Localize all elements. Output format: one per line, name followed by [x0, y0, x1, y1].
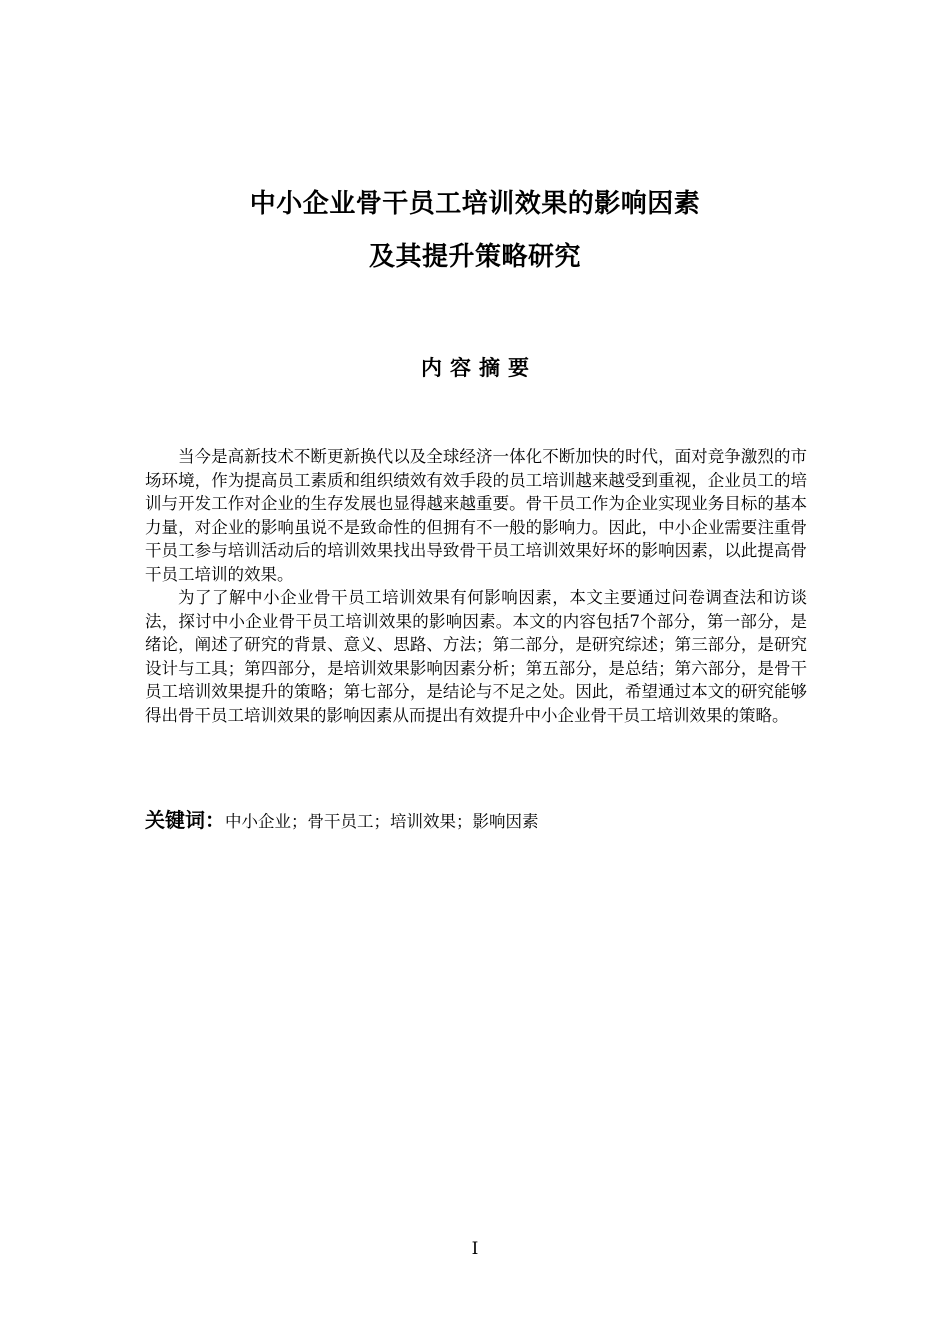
abstract-body: [145, 445, 807, 727]
abstract-heading: 内容摘要: [421, 356, 537, 380]
abstract-paragraph-2: 为了了解中小企业骨干员工培训效果有何影响因素，本文主要通过问卷调查法和访谈法，探讨中小企业骨干员工培训效果的影响因素。本文的内容包括7个部分，第一部分，是绪论，阐述了研究的背景、意义、思路、方法；第二部分，是研究综述；第三部分，是研究设计与工具；第四部分，是培训效果影响因素分析；第五部分，是总结；第六部分，是骨干员工培训效果提升的策略；第七部分，是结论与不足之处。因此，希望通过本文的研究能够得出骨干员工培训效果的影响因素从而提出有效提升中小企业骨干员工培训效果的策略。: [145, 588, 807, 725]
keywords-value: 中小企业；骨干员工；培训效果；影响因素: [225, 812, 539, 831]
keywords-label: 关键词：: [145, 808, 225, 832]
abstract-paragraph-1: 当今是高新技术不断更新换代以及全球经济一体化不断加快的时代，面对竞争激烈的市场环境，作为提高员工素质和组织绩效有效手段的员工培训越来越受到重视，企业员工的培训与开发工作对企业的生存发展也显得越来越重要。骨干员工作为企业实现业务目标的基本力量，对企业的影响虽说不是致命性的但拥有不一般的影响力。因此，中小企业需要注重骨干员工参与培训活动后的培训效果找出导致骨干员工培训效果好坏的影响因素，以此提高骨干员工培训的效果。: [145, 447, 807, 584]
title-line-1: 中小企业骨干员工培训效果的影响因素: [249, 189, 701, 219]
keywords-line: [145, 806, 807, 836]
title-line-2: 及其提升策略研究: [368, 242, 581, 272]
page-number: I: [471, 1239, 479, 1259]
